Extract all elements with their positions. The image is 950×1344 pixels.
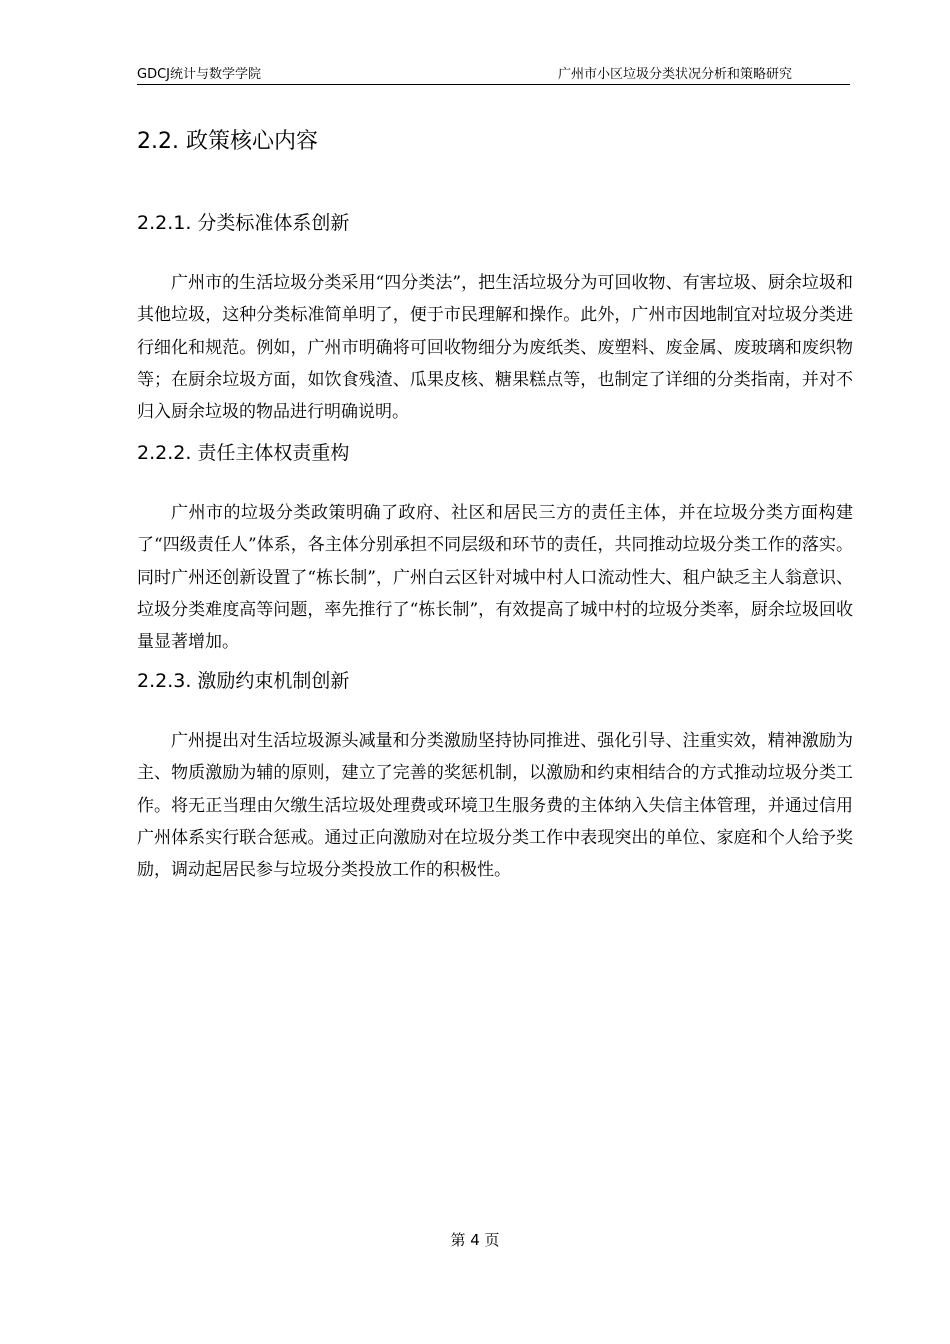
paragraph-responsibility-restructuring: 广州市的垃圾分类政策明确了政府、社区和居民三方的责任主体，并在垃圾分类方面构建了“四级责任人”体系，各主体分别承担不同层级和环节的责任，共同推动垃圾分类工作的落实。同时广州还创新设置了“栋长制”，广州白云区针对城中村人口流动性大、租户缺乏主人翁意识、垃圾分类难度高等问题，率先推行了“栋长制”，有效提高了城中村的垃圾分类率，厨余垃圾回收量显著增加。 [137,503,853,653]
subsection-title-2-2-1: 2.2.1. 分类标准体系创新 [137,212,350,234]
subsection-title-2-2-2: 2.2.2. 责任主体权责重构 [137,442,350,464]
page-header [137,66,850,85]
page-number: 第 4 页 [450,1231,500,1249]
section-title: 2.2. 政策核心内容 [137,129,318,154]
paragraph-classification-standards: 广州市的生活垃圾分类采用“四分类法”，把生活垃圾分为可回收物、有害垃圾、厨余垃圾和其他垃圾，这种分类标准简单明了，便于市民理解和操作。此外，广州市因地制宜对垃圾分类进行细化和规范。例如，广州市明确将可回收物细分为废纸类、废塑料、废金属、废玻璃和废织物等；在厨余垃圾方面，如饮食残渣、瓜果皮核、糖果糕点等，也制定了详细的分类指南，并对不归入厨余垃圾的物品进行明确说明。 [137,273,853,423]
subsection-title-2-2-3: 2.2.3. 激励约束机制创新 [137,670,350,692]
paragraph-incentive-mechanism: 广州提出对生活垃圾源头减量和分类激励坚持协同推进、强化引导、注重实效，精神激励为主、物质激励为辅的原则，建立了完善的奖惩机制，以激励和约束相结合的方式推动垃圾分类工作。将无正当理由欠缴生活垃圾处理费或环境卫生服务费的主体纳入失信主体管理，并通过信用广州体系实行联合惩戒。通过正向激励对在垃圾分类工作中表现突出的单位、家庭和个人给予奖励，调动起居民参与垃圾分类投放工作的积极性。 [137,731,853,881]
header-document-title: 广州市小区垃圾分类状况分析和策略研究 [557,67,792,82]
header-institution: GDCJ统计与数学学院 [137,67,261,82]
